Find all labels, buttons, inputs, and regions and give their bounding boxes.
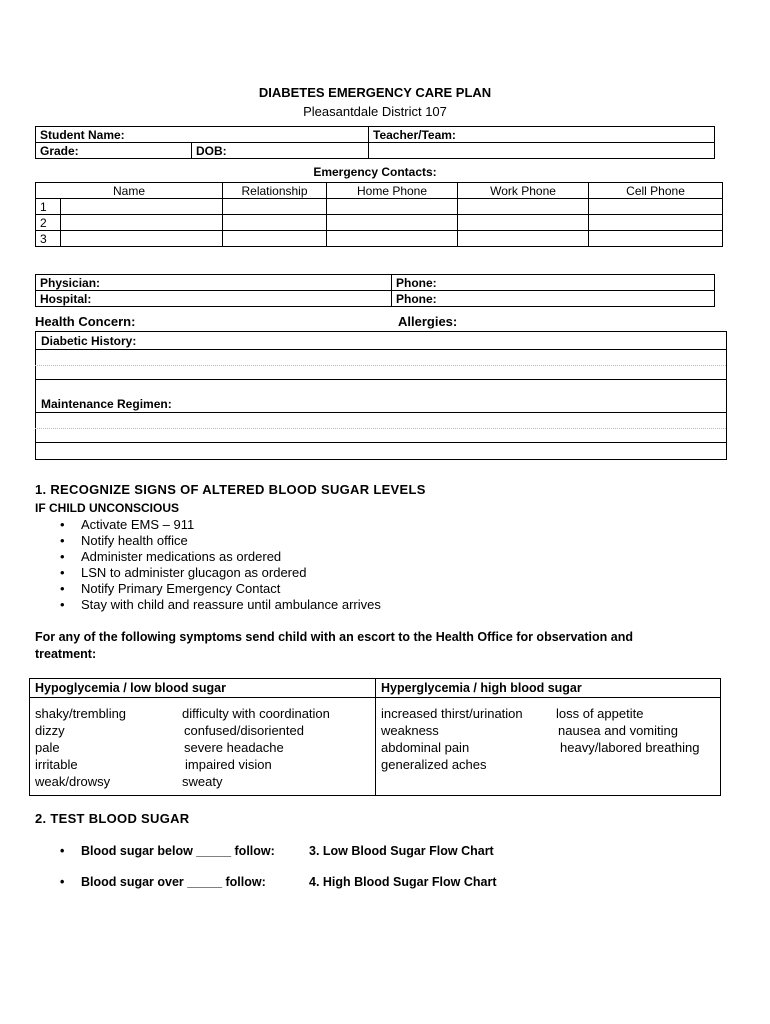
list-item: • Activate EMS – 911 bbox=[35, 517, 381, 533]
divider bbox=[35, 412, 726, 413]
list-item: severe headache bbox=[184, 740, 284, 755]
list-item: impaired vision bbox=[185, 757, 272, 772]
hospital-field[interactable] bbox=[36, 291, 392, 307]
list-item: • LSN to administer glucagon as ordered bbox=[35, 565, 381, 581]
list-item: • Notify Primary Emergency Contact bbox=[35, 581, 381, 597]
instruction-line: For any of the following symptoms send child with an escort to the Health Office for observation and bbox=[35, 630, 633, 644]
health-history-box bbox=[35, 331, 727, 460]
contact-name-cell[interactable] bbox=[61, 199, 223, 215]
contact-relationship-cell[interactable] bbox=[223, 199, 327, 215]
list-item: loss of appetite bbox=[556, 706, 644, 721]
hypo-symptoms-col1 bbox=[35, 705, 126, 790]
contacts-header-row bbox=[36, 183, 723, 199]
col-header-work-phone: Work Phone bbox=[458, 183, 589, 199]
divider bbox=[35, 442, 726, 443]
high-sugar-threshold-text: Blood sugar over _____ follow: bbox=[81, 875, 266, 889]
list-item: abdominal pain bbox=[381, 740, 470, 755]
list-item: difficulty with coordination bbox=[182, 706, 330, 721]
section2-heading: 2. TEST BLOOD SUGAR bbox=[35, 811, 190, 826]
list-item: • Notify health office bbox=[35, 533, 381, 549]
emergency-contacts-heading: Emergency Contacts: bbox=[313, 165, 437, 179]
list-item: weakness bbox=[381, 723, 439, 738]
diabetic-history-label: Diabetic History: bbox=[41, 334, 137, 348]
section1-heading: 1. RECOGNIZE SIGNS OF ALTERED BLOOD SUGAR LEVELS bbox=[35, 482, 426, 497]
maintenance-regimen-label: Maintenance Regimen: bbox=[41, 397, 172, 411]
emergency-contacts-table bbox=[35, 182, 723, 247]
symptoms-instruction bbox=[35, 629, 633, 663]
contact-home-phone-cell[interactable] bbox=[327, 215, 458, 231]
physician-phone-field[interactable] bbox=[392, 275, 715, 291]
district-subtitle: Pleasantdale District 107 bbox=[303, 104, 447, 119]
col-header-relationship: Relationship bbox=[223, 183, 327, 199]
list-item: irritable bbox=[35, 757, 78, 772]
allergies-label: Allergies: bbox=[398, 314, 458, 329]
list-item: shaky/trembling bbox=[35, 706, 127, 721]
grade-field[interactable] bbox=[36, 143, 192, 159]
physician-field[interactable] bbox=[36, 275, 392, 291]
list-item: sweaty bbox=[182, 774, 223, 789]
list-item: increased thirst/urination bbox=[381, 706, 523, 721]
hospital-phone-label: Phone: bbox=[396, 291, 437, 306]
hyperglycemia-title: Hyperglycemia / high blood sugar bbox=[381, 681, 582, 695]
contact-row bbox=[36, 215, 723, 231]
writing-line bbox=[35, 365, 726, 366]
unconscious-steps-list bbox=[35, 517, 381, 613]
contact-work-phone-cell[interactable] bbox=[458, 215, 589, 231]
list-item: confused/disoriented bbox=[184, 723, 304, 738]
contact-work-phone-cell[interactable] bbox=[458, 199, 589, 215]
hyper-symptoms-col2 bbox=[556, 705, 700, 756]
unconscious-subheading: IF CHILD UNCONSCIOUS bbox=[35, 501, 179, 515]
hospital-phone-field[interactable] bbox=[392, 291, 715, 307]
dob-field[interactable] bbox=[192, 143, 369, 159]
list-item: • Stay with child and reassure until ambulance arrives bbox=[35, 597, 381, 613]
health-concern-label: Health Concern: bbox=[35, 314, 136, 329]
contact-row-number: 1 bbox=[36, 199, 61, 215]
hyper-symptoms-col1 bbox=[381, 705, 523, 773]
teacher-team-label: Teacher/Team: bbox=[373, 127, 456, 142]
list-item: generalized aches bbox=[381, 757, 487, 772]
list-item: heavy/labored breathing bbox=[560, 740, 700, 755]
physician-label: Physician: bbox=[40, 275, 101, 290]
list-item: dizzy bbox=[35, 723, 65, 738]
hypoglycemia-title: Hypoglycemia / low blood sugar bbox=[35, 681, 227, 695]
contact-home-phone-cell[interactable] bbox=[327, 199, 458, 215]
list-item: nausea and vomiting bbox=[558, 723, 678, 738]
low-sugar-threshold-text: Blood sugar below _____ follow: bbox=[81, 844, 275, 858]
contact-row bbox=[36, 199, 723, 215]
contact-cell-phone-cell[interactable] bbox=[589, 199, 723, 215]
contact-relationship-cell[interactable] bbox=[223, 215, 327, 231]
contact-row-number: 3 bbox=[36, 231, 61, 247]
contact-cell-phone-cell[interactable] bbox=[589, 215, 723, 231]
contact-work-phone-cell[interactable] bbox=[458, 231, 589, 247]
hospital-label: Hospital: bbox=[40, 291, 92, 306]
contact-relationship-cell[interactable] bbox=[223, 231, 327, 247]
divider bbox=[35, 379, 726, 380]
physician-phone-label: Phone: bbox=[396, 275, 437, 290]
contact-name-cell[interactable] bbox=[61, 231, 223, 247]
list-item: weak/drowsy bbox=[35, 774, 111, 789]
physician-table bbox=[35, 274, 715, 307]
teacher-team-field[interactable] bbox=[369, 127, 715, 143]
divider bbox=[35, 349, 726, 350]
list-item: • Administer medications as ordered bbox=[35, 549, 381, 565]
hypo-symptoms-col2 bbox=[182, 705, 330, 790]
student-name-field[interactable] bbox=[36, 127, 369, 143]
document-title: DIABETES EMERGENCY CARE PLAN bbox=[258, 85, 492, 100]
contact-home-phone-cell[interactable] bbox=[327, 231, 458, 247]
high-sugar-flow-chart-ref: 4. High Blood Sugar Flow Chart bbox=[309, 875, 497, 889]
contact-name-cell[interactable] bbox=[61, 215, 223, 231]
student-info-blank[interactable] bbox=[369, 143, 715, 159]
student-info-table bbox=[35, 126, 715, 159]
col-header-name: Name bbox=[36, 183, 223, 199]
col-header-cell-phone: Cell Phone bbox=[589, 183, 723, 199]
grade-label: Grade: bbox=[40, 143, 79, 158]
bullet: • bbox=[60, 844, 65, 858]
contact-cell-phone-cell[interactable] bbox=[589, 231, 723, 247]
col-header-home-phone: Home Phone bbox=[327, 183, 458, 199]
list-item: pale bbox=[35, 740, 60, 755]
dob-label: DOB: bbox=[196, 143, 227, 158]
writing-line bbox=[35, 428, 726, 429]
contact-row bbox=[36, 231, 723, 247]
student-name-label: Student Name: bbox=[40, 127, 125, 142]
contact-row-number: 2 bbox=[36, 215, 61, 231]
low-sugar-flow-chart-ref: 3. Low Blood Sugar Flow Chart bbox=[309, 844, 494, 858]
bullet: • bbox=[60, 875, 65, 889]
divider bbox=[375, 678, 376, 795]
instruction-line: treatment: bbox=[35, 647, 97, 661]
